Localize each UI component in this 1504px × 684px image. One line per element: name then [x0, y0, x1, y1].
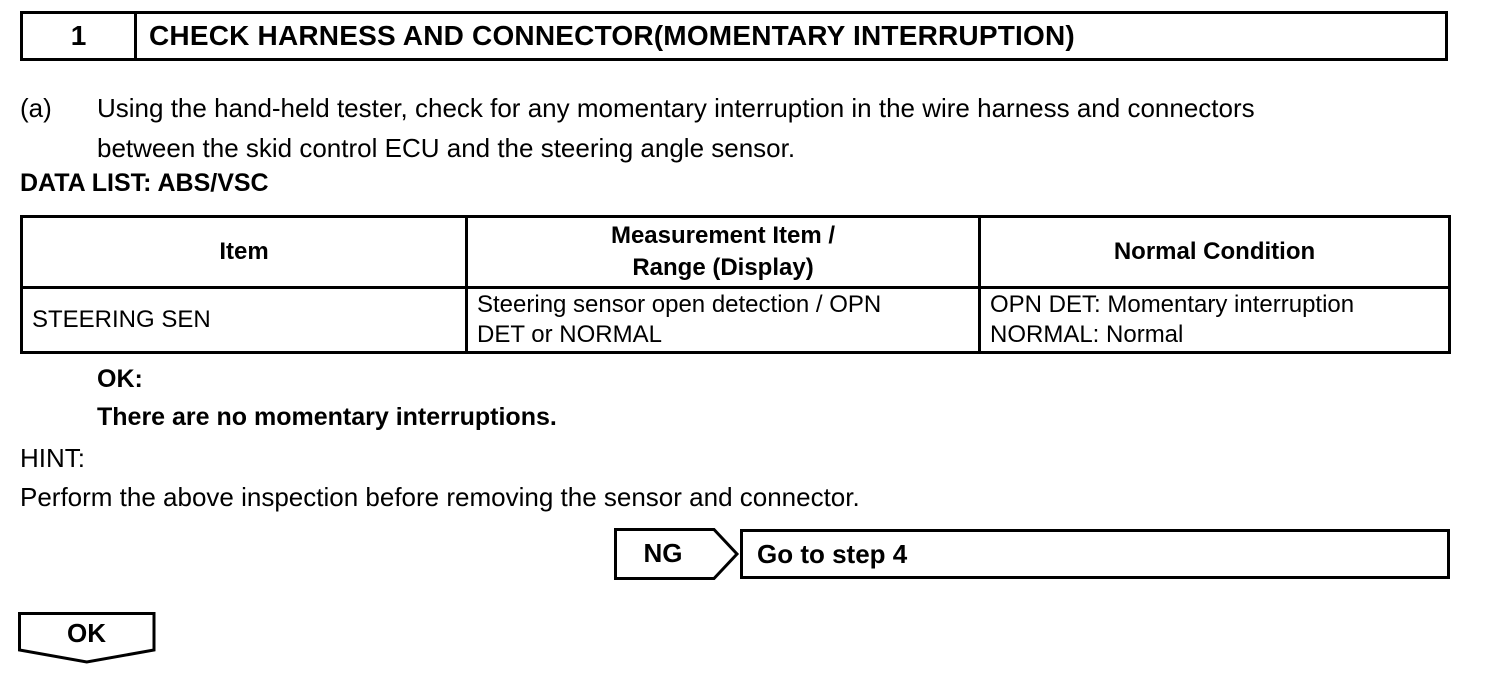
- cell-item: STEERING SEN: [22, 288, 467, 353]
- header-item: Item: [22, 217, 467, 288]
- cell-normal-line-2: NORMAL: Normal: [990, 321, 1184, 348]
- ng-branch-target[interactable]: Go to step 4: [740, 529, 1450, 579]
- data-list-title: DATA LIST: ABS/VSC: [20, 169, 269, 197]
- cell-normal-condition: [980, 288, 1450, 353]
- header-measurement: [467, 217, 980, 288]
- header-measurement-line-2: Range (Display): [632, 254, 814, 281]
- step-number: 1: [23, 14, 137, 58]
- table-header-row: [22, 217, 1450, 288]
- hint-label: HINT:: [20, 443, 85, 473]
- cell-measurement: [467, 288, 980, 353]
- cell-measurement-line-1: Steering sensor open detection / OPN: [477, 291, 882, 318]
- instruction-line-1: Using the hand-held tester, check for any momentary interruption in the wire harness and connectors: [97, 93, 1255, 123]
- ok-branch-label[interactable]: OK: [67, 617, 106, 648]
- step-header: [20, 11, 1448, 61]
- data-list-table: [20, 215, 1451, 354]
- header-normal-condition: Normal Condition: [980, 217, 1450, 288]
- table-row: [22, 288, 1450, 353]
- instruction-line-2: between the skid control ECU and the steering angle sensor.: [97, 133, 796, 163]
- ng-branch-label: NG: [643, 538, 683, 568]
- ok-result-text: There are no momentary interruptions.: [97, 403, 557, 431]
- header-measurement-line-1: Measurement Item /: [610, 222, 836, 249]
- ok-result-label: OK:: [97, 365, 143, 393]
- instruction-text: [97, 88, 1477, 168]
- cell-normal-line-1: OPN DET: Momentary interruption: [990, 291, 1355, 318]
- step-title: CHECK HARNESS AND CONNECTOR(MOMENTARY INTERRUPTION): [149, 20, 1075, 51]
- cell-measurement-line-2: DET or NORMAL: [477, 321, 662, 348]
- instruction-label: (a): [20, 93, 52, 123]
- hint-text: Perform the above inspection before removing the sensor and connector.: [20, 482, 860, 512]
